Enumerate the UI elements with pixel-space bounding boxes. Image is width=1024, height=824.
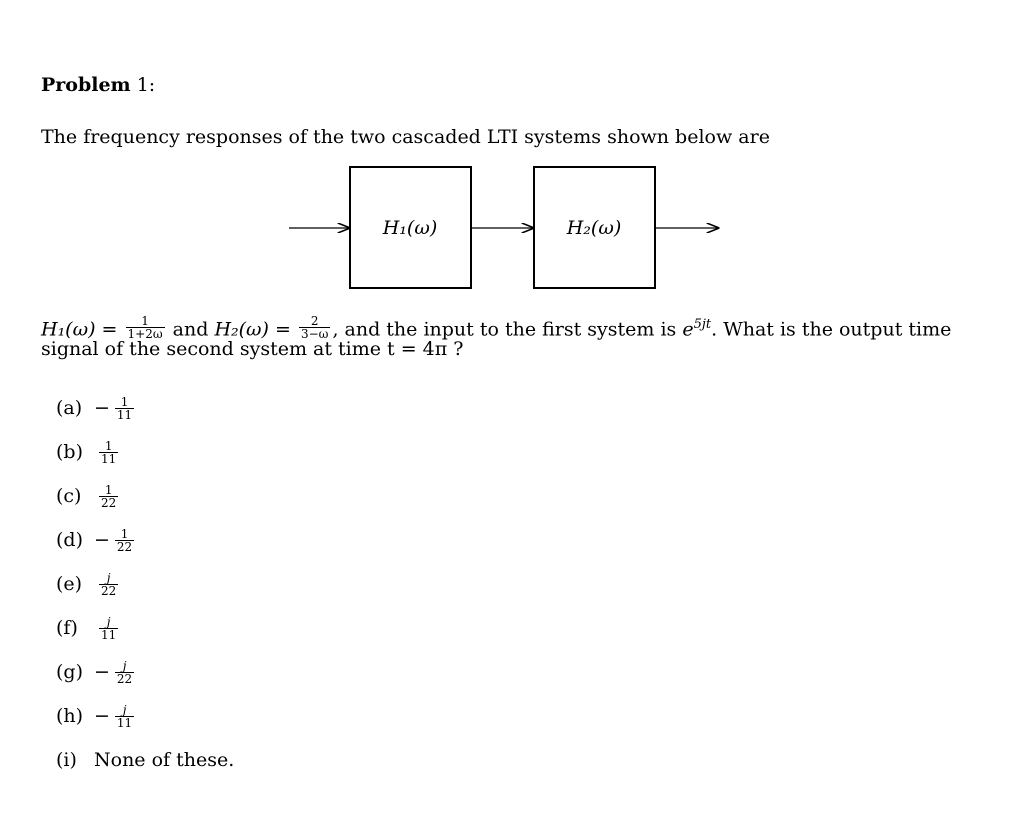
h2-fraction	[299, 315, 330, 340]
option-sign: −	[94, 661, 110, 683]
option-i[interactable]	[56, 738, 234, 782]
problem-title: Problem	[41, 74, 131, 96]
option-label: (d)	[56, 529, 83, 551]
option-f[interactable]	[56, 606, 234, 650]
option-label: (e)	[56, 573, 83, 595]
block-h1-label: H₁(ω)	[382, 217, 438, 239]
option-fraction	[99, 572, 118, 597]
answer-options	[56, 386, 234, 782]
option-denominator: 22	[116, 671, 133, 686]
h1-fraction	[126, 315, 165, 340]
option-numerator: 1	[99, 440, 118, 453]
option-fraction	[99, 616, 118, 641]
option-label: (i)	[56, 749, 77, 771]
option-label: (g)	[56, 661, 83, 683]
problem-number: 1:	[136, 74, 156, 96]
option-sign: −	[94, 529, 110, 551]
option-numerator: j	[115, 704, 134, 717]
option-denominator: 11	[101, 451, 117, 466]
option-label: (a)	[56, 397, 83, 419]
block-diagram	[0, 0, 1024, 300]
option-g[interactable]	[56, 650, 234, 694]
option-label: (b)	[56, 441, 83, 463]
statement-line-2: signal of the second system at time t = 4π ?	[41, 338, 464, 360]
option-fraction	[115, 704, 134, 729]
block-h2-label: H₂(ω)	[566, 217, 622, 239]
option-denominator: 22	[101, 495, 117, 510]
option-denominator: 22	[116, 539, 133, 554]
and-word: and	[172, 318, 209, 341]
option-label: (h)	[56, 705, 84, 727]
option-denominator: 11	[116, 407, 133, 422]
option-numerator: 1	[99, 484, 118, 497]
problem-statement	[41, 312, 981, 362]
h2-numerator: 2	[299, 315, 330, 328]
h1-numerator: 1	[126, 315, 165, 328]
option-text: None of these.	[94, 749, 235, 771]
option-numerator: j	[99, 572, 118, 585]
h1-lhs: H₁(ω) =	[41, 318, 118, 341]
option-numerator: j	[115, 660, 134, 673]
option-a[interactable]	[56, 386, 234, 430]
question-end: . What is the output time	[711, 318, 952, 341]
option-b[interactable]	[56, 430, 234, 474]
option-h[interactable]	[56, 694, 234, 738]
option-fraction	[99, 484, 118, 509]
statement-mid: , and the input to the first system is	[332, 318, 677, 341]
option-numerator: j	[99, 616, 118, 629]
option-numerator: 1	[115, 528, 134, 541]
option-label: (c)	[56, 485, 82, 507]
h2-denominator: 3−ω	[300, 326, 329, 341]
h2-lhs: H₂(ω) =	[214, 318, 291, 341]
statement-line-1	[41, 312, 981, 341]
option-fraction	[115, 528, 134, 553]
option-sign: −	[94, 397, 110, 419]
option-sign: −	[94, 705, 110, 727]
option-denominator: 22	[101, 583, 117, 598]
input-base: e	[682, 318, 694, 341]
option-d[interactable]	[56, 518, 234, 562]
option-fraction	[115, 396, 134, 421]
h1-denominator: 1+2ω	[127, 326, 163, 341]
input-exponent: 5jt	[693, 317, 712, 332]
option-denominator: 11	[116, 715, 133, 730]
option-label: (f)	[56, 617, 78, 639]
option-numerator: 1	[115, 396, 134, 409]
option-fraction	[99, 440, 118, 465]
option-e[interactable]	[56, 562, 234, 606]
intro-text: The frequency responses of the two cascaded LTI systems shown below are	[41, 126, 770, 148]
option-denominator: 11	[101, 627, 117, 642]
option-c[interactable]	[56, 474, 234, 518]
option-fraction	[115, 660, 134, 685]
